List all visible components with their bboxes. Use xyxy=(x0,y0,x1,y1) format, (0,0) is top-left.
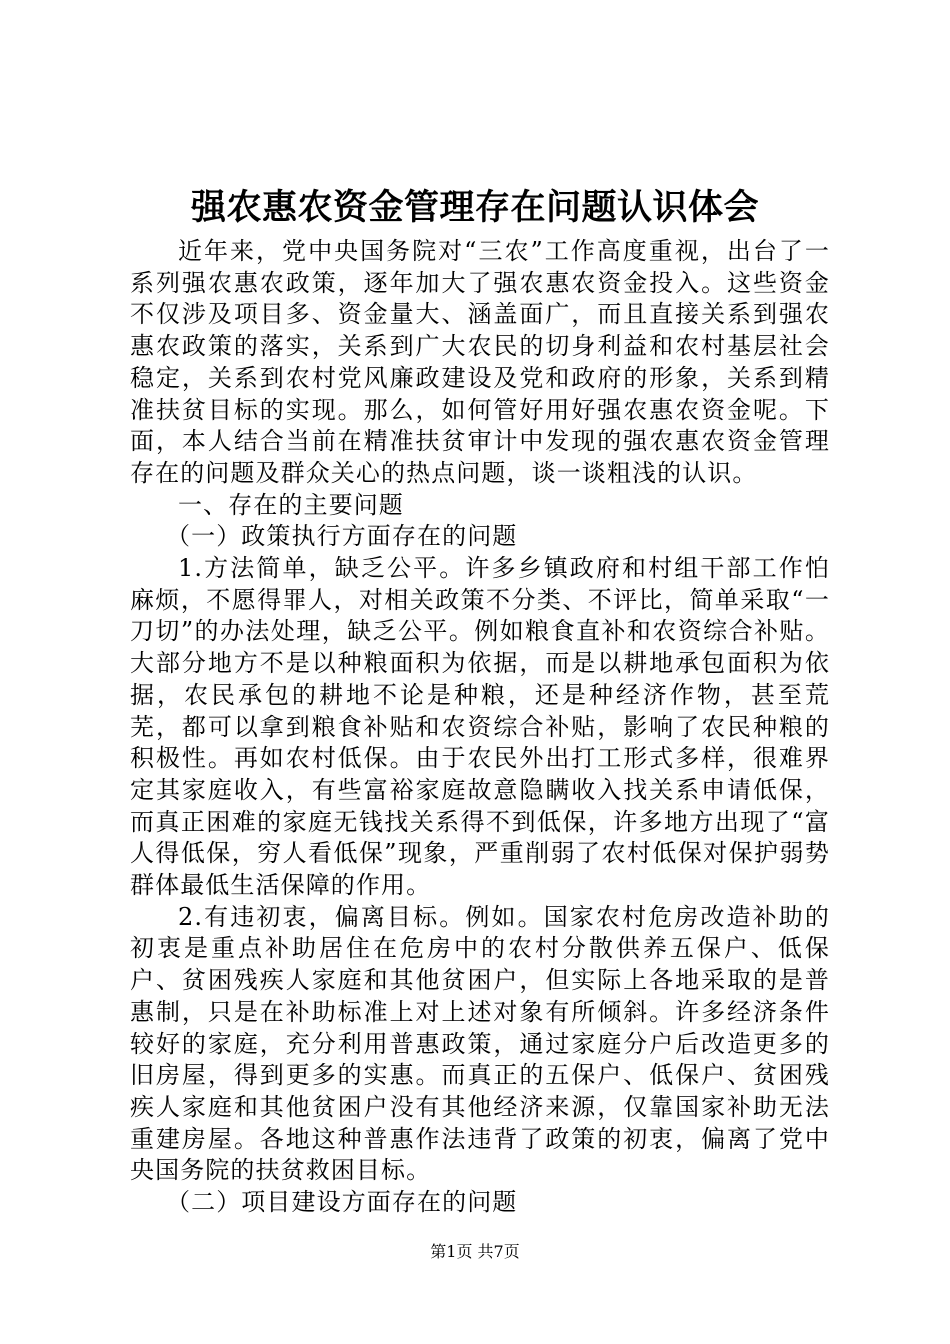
page-footer: 第1页 共7页 xyxy=(430,1242,520,1261)
subsection-heading-policy-execution: （一）政策执行方面存在的问题 xyxy=(166,522,518,551)
subsection-heading-project-construction: （二）项目建设方面存在的问题 xyxy=(166,1188,518,1217)
document-body xyxy=(130,236,830,1219)
document-title: 强农惠农资金管理存在问题认识体会 xyxy=(190,187,759,228)
section-heading-main-problems: 一、存在的主要问题 xyxy=(178,490,404,519)
point-paragraph-2: 2.有违初衷，偏离目标。例如。国家农村危房改造补助的初衷是重点补助居住在危房中的农村分散供养五保户、低保户、贫困残疾人家庭和其他贫困户，但实际上各地采取的是普惠制，只是在补助标准上对上述对象有所倾斜。许多经济条件较好的家庭，充分利用普惠政策，通过家庭分户后改造更多的旧房屋，得到更多的实惠。而真正的五保户、低保户、贫困残疾人家庭和其他贫困户没有其他经济来源，仅靠国家补助无法重建房屋。各地这种普惠作法违背了政策的初衷，偏离了党中央国务院的扶贫救困目标。 xyxy=(130,902,830,1185)
intro-paragraph: 近年来，党中央国务院对“三农”工作高度重视，出台了一系列强农惠农政策，逐年加大了强农惠农资金投入。这些资金不仅涉及项目多、资金量大、涵盖面广，而且直接关系到强农惠农政策的落实，关系到广大农民的切身利益和农村基层社会稳定，关系到农村党风廉政建设及党和政府的形象，关系到精准扶贫目标的实现。那么，如何管好用好强农惠农资金呢。下面，本人结合当前在精准扶贫审计中发现的强农惠农资金管理存在的问题及群众关心的热点问题，谈一谈粗浅的认识。 xyxy=(130,237,830,487)
point-paragraph-1: 1.方法简单，缺乏公平。许多乡镇政府和村组干部工作怕麻烦，不愿得罪人，对相关政策不分类、不评比，简单采取“一刀切”的办法处理，缺乏公平。例如粮食直补和农资综合补贴。大部分地方不是以种粮面积为依据，而是以耕地承包面积为依据，农民承包的耕地不论是种粮，还是种经济作物，甚至荒芜，都可以拿到粮食补贴和农资综合补贴，影响了农民种粮的积极性。再如农村低保。由于农民外出打工形式多样，很难界定其家庭收入，有些富裕家庭故意隐瞒收入找关系申请低保，而真正困难的家庭无钱找关系得不到低保，许多地方出现了“富人得低保，穷人看低保”现象，严重削弱了农村低保对保护弱势群体最低生活保障的作用。 xyxy=(130,554,830,900)
